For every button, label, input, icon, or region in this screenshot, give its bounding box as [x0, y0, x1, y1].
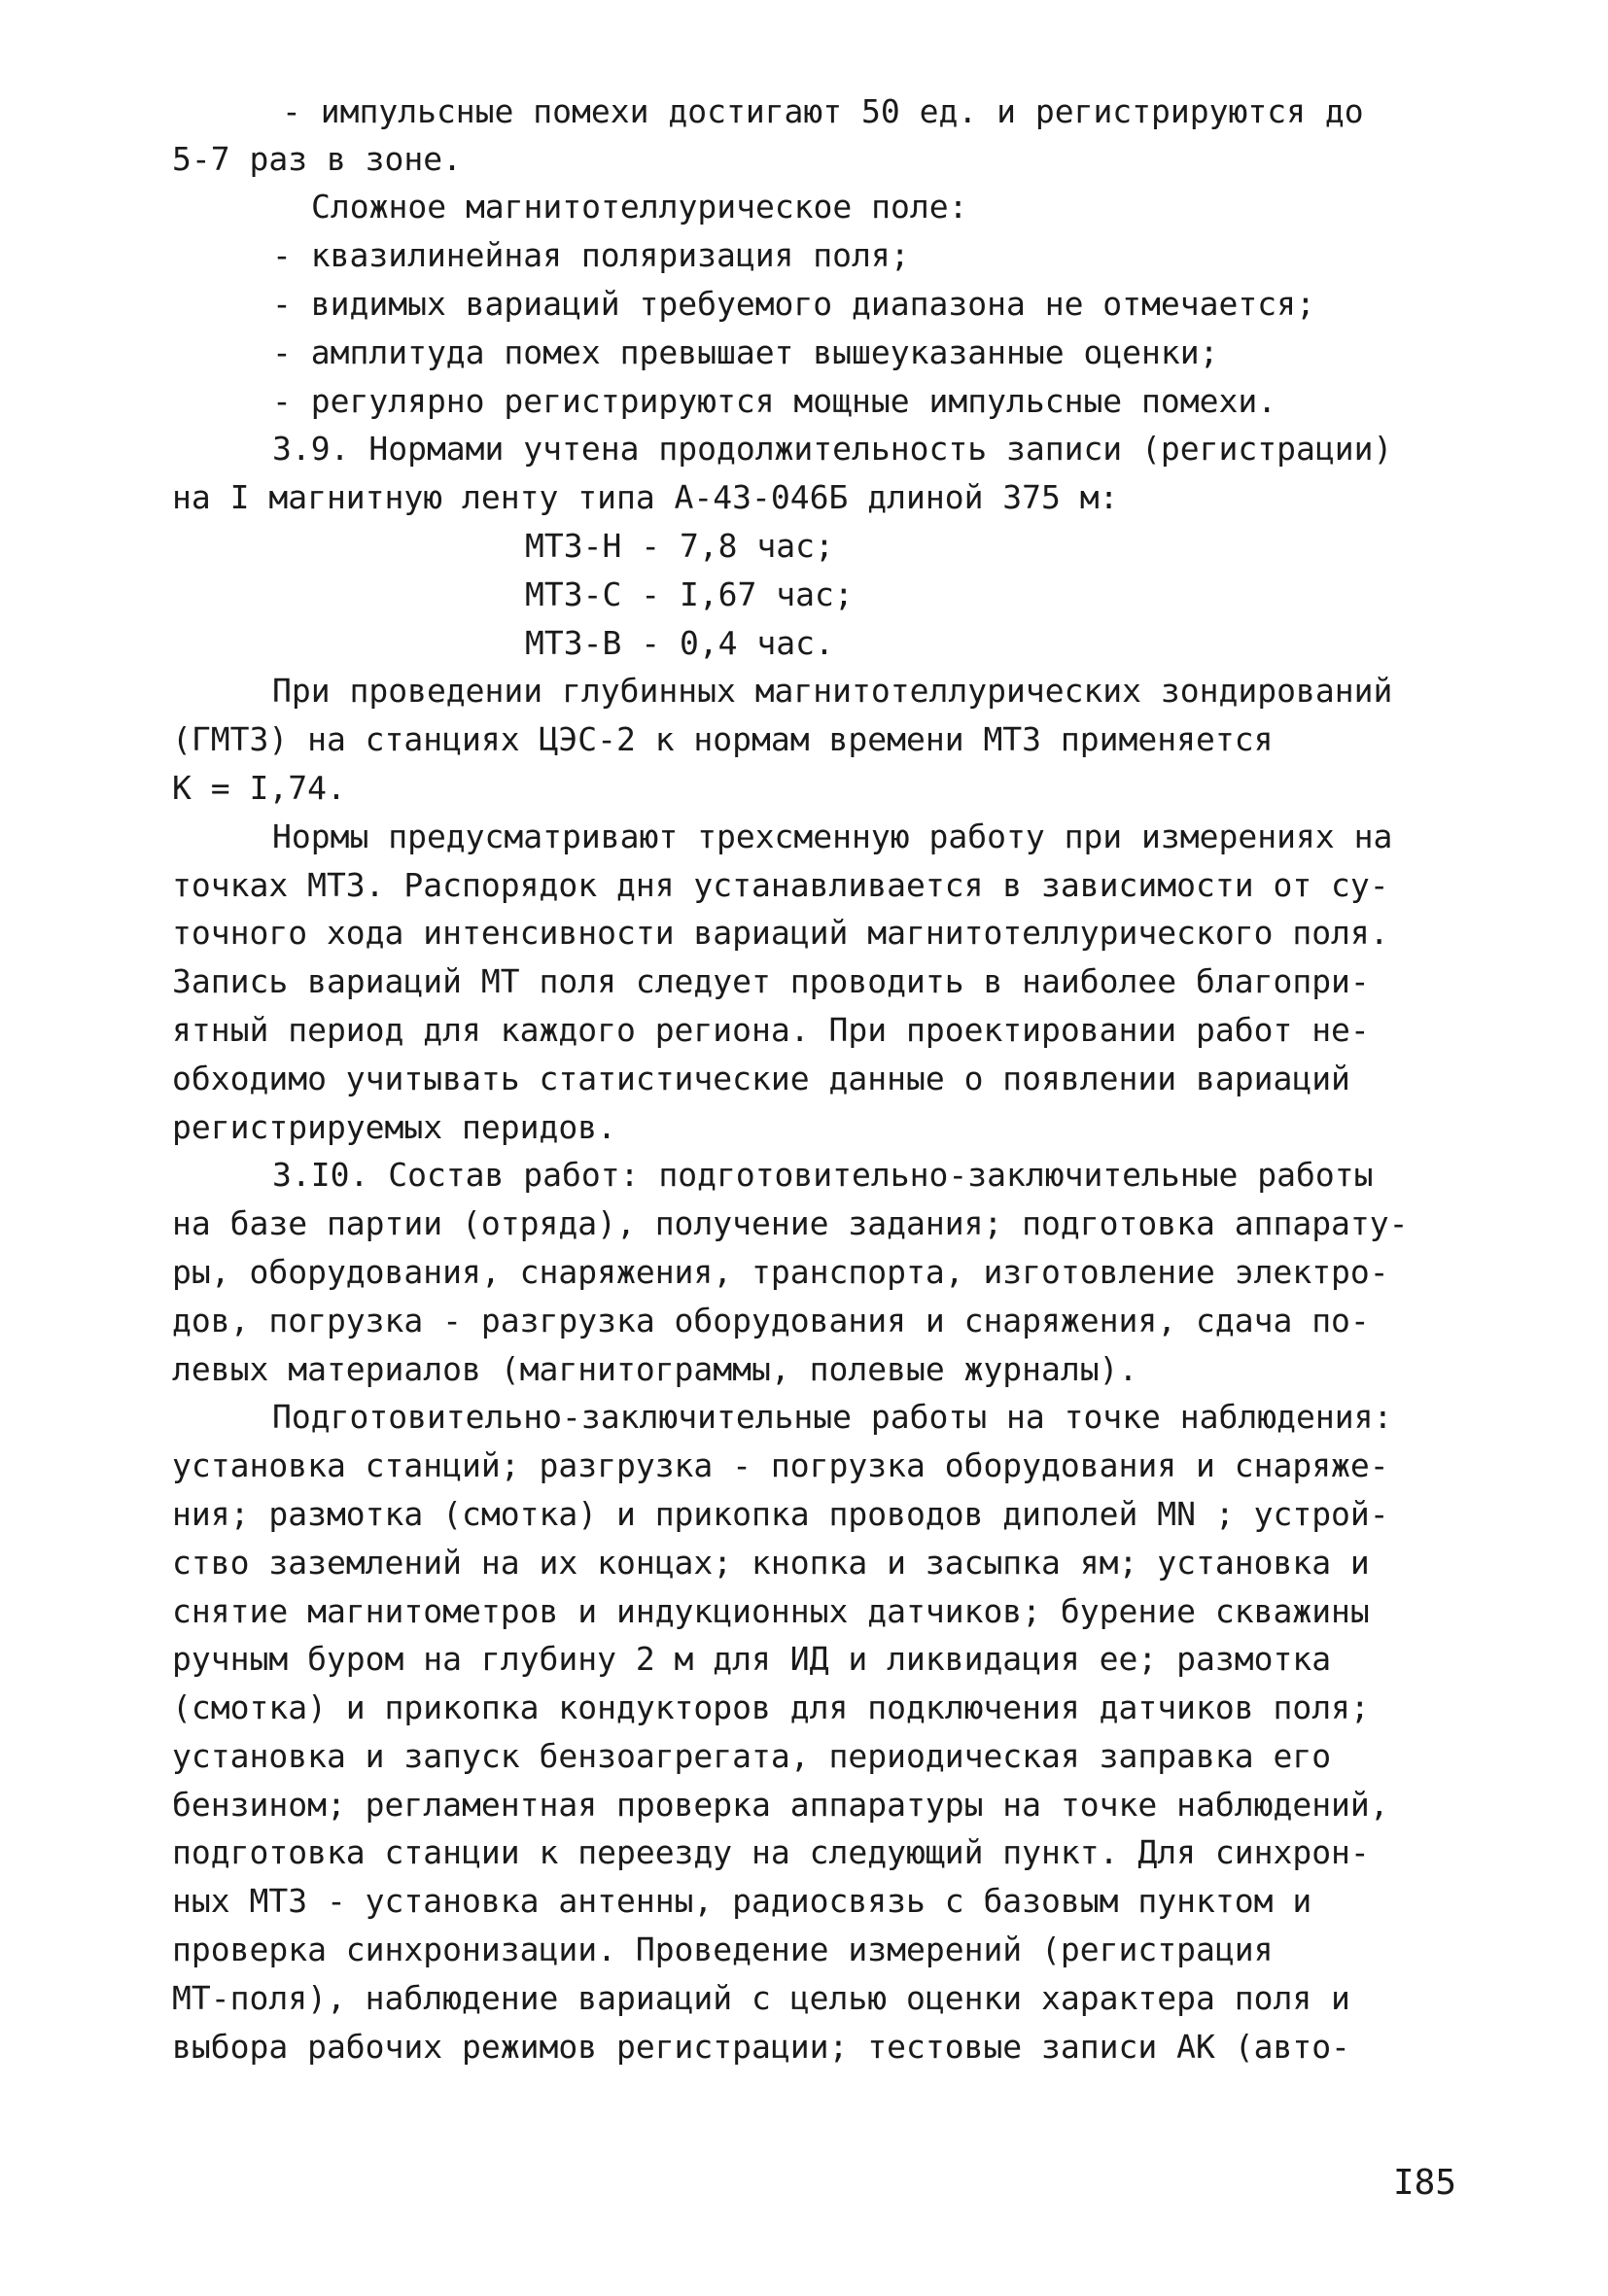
text-line: Подготовительно-заключительные работы на точке наблюдения: — [272, 1398, 1393, 1436]
text-line: снятие магнитометров и индукционных датчиков; бурение скважины — [172, 1592, 1370, 1630]
text-line: ния; размотка (смотка) и прикопка проводов диполей MN ; устрой- — [172, 1495, 1389, 1533]
text-line: - амплитуда помех превышает вышеуказанные оценки; — [272, 333, 1219, 371]
text-line: ство заземлений на их концах; кнопка и засыпка ям; установка и — [172, 1544, 1370, 1582]
text-line: При проведении глубинных магнитотеллурических зондирований — [272, 672, 1393, 710]
text-line: К = I,74. — [172, 769, 346, 807]
text-line: точного хода интенсивности вариаций магнитотеллурического поля. — [172, 914, 1389, 952]
text-line: - квазилинейная поляризация поля; — [272, 236, 910, 274]
text-line: подготовка станции к переезду на следующий пункт. Для синхрон- — [172, 1833, 1370, 1871]
text-line: на базе партии (отряда), получение задания; подготовка аппарату- — [172, 1204, 1409, 1242]
text-line: - регулярно регистрируются мощные импульсные помехи. — [272, 382, 1277, 420]
text-line: ных МТЗ - установка антенны, радиосвязь с базовым пунктом и — [172, 1882, 1312, 1920]
text-line: левых материалов (магнитограммы, полевые журналы). — [172, 1350, 1138, 1388]
text-line: МТ-поля), наблюдение вариаций с целью оценки характера поля и — [172, 1979, 1350, 2017]
text-line: 3.I0. Состав работ: подготовительно-заключительные работы — [272, 1156, 1374, 1194]
text-line: на I магнитную ленту типа А-43-046Б длиной 375 м: — [172, 478, 1119, 516]
text-line: (ГМТЗ) на станциях ЦЭС-2 к нормам времени МТЗ применяется — [172, 720, 1274, 758]
text-line: - импульсные помехи достигают 50 ед. и регистрируются до — [282, 92, 1364, 130]
text-line: (смотка) и прикопка кондукторов для подключения датчиков поля; — [172, 1688, 1370, 1726]
text-line: дов, погрузка - разгрузка оборудования и снаряжения, сдача по- — [172, 1302, 1370, 1339]
text-line: Запись вариаций МТ поля следует проводить в наиболее благопри- — [172, 962, 1370, 1000]
text-line: ручным буром на глубину 2 м для ИД и ликвидация ее; размотка — [172, 1640, 1332, 1678]
text-line: установка и запуск бензоагрегата, периодическая заправка его — [172, 1737, 1332, 1775]
text-line: 3.9. Нормами учтена продолжительность записи (регистрации) — [272, 430, 1393, 468]
text-line: ятный период для каждого региона. При проектировании работ не- — [172, 1011, 1370, 1049]
text-line: проверка синхронизации. Проведение измерений (регистрация — [172, 1931, 1274, 1968]
text-line: - видимых вариаций требуемого диапазона не отмечается; — [272, 285, 1315, 323]
text-line: установка станций; разгрузка - погрузка оборудования и снаряже- — [172, 1446, 1389, 1484]
text-line: обходимо учитывать статистические данные о появлении вариаций — [172, 1060, 1350, 1097]
text-line: МТЗ-В - 0,4 час. — [525, 624, 834, 662]
text-line: Сложное магнитотеллурическое поле: — [311, 188, 968, 226]
text-line: МТЗ-С - I,67 час; — [525, 575, 854, 613]
page-number: I85 — [1393, 2163, 1457, 2203]
text-line: МТЗ-Н - 7,8 час; — [525, 527, 834, 565]
text-line: регистрируемых перидов. — [172, 1108, 616, 1146]
text-line: ры, оборудования, снаряжения, транспорта, изготовление электро- — [172, 1253, 1389, 1291]
text-line: бензином; регламентная проверка аппаратуры на точке наблюдений, — [172, 1786, 1389, 1824]
text-line: выбора рабочих режимов регистрации; тестовые записи АК (авто- — [172, 2028, 1350, 2066]
text-line: 5-7 раз в зоне. — [172, 140, 463, 178]
text-line: Нормы предусматривают трехсменную работу при измерениях на — [272, 818, 1393, 855]
text-line: точках МТЗ. Распорядок дня устанавливается в зависимости от су- — [172, 866, 1389, 904]
